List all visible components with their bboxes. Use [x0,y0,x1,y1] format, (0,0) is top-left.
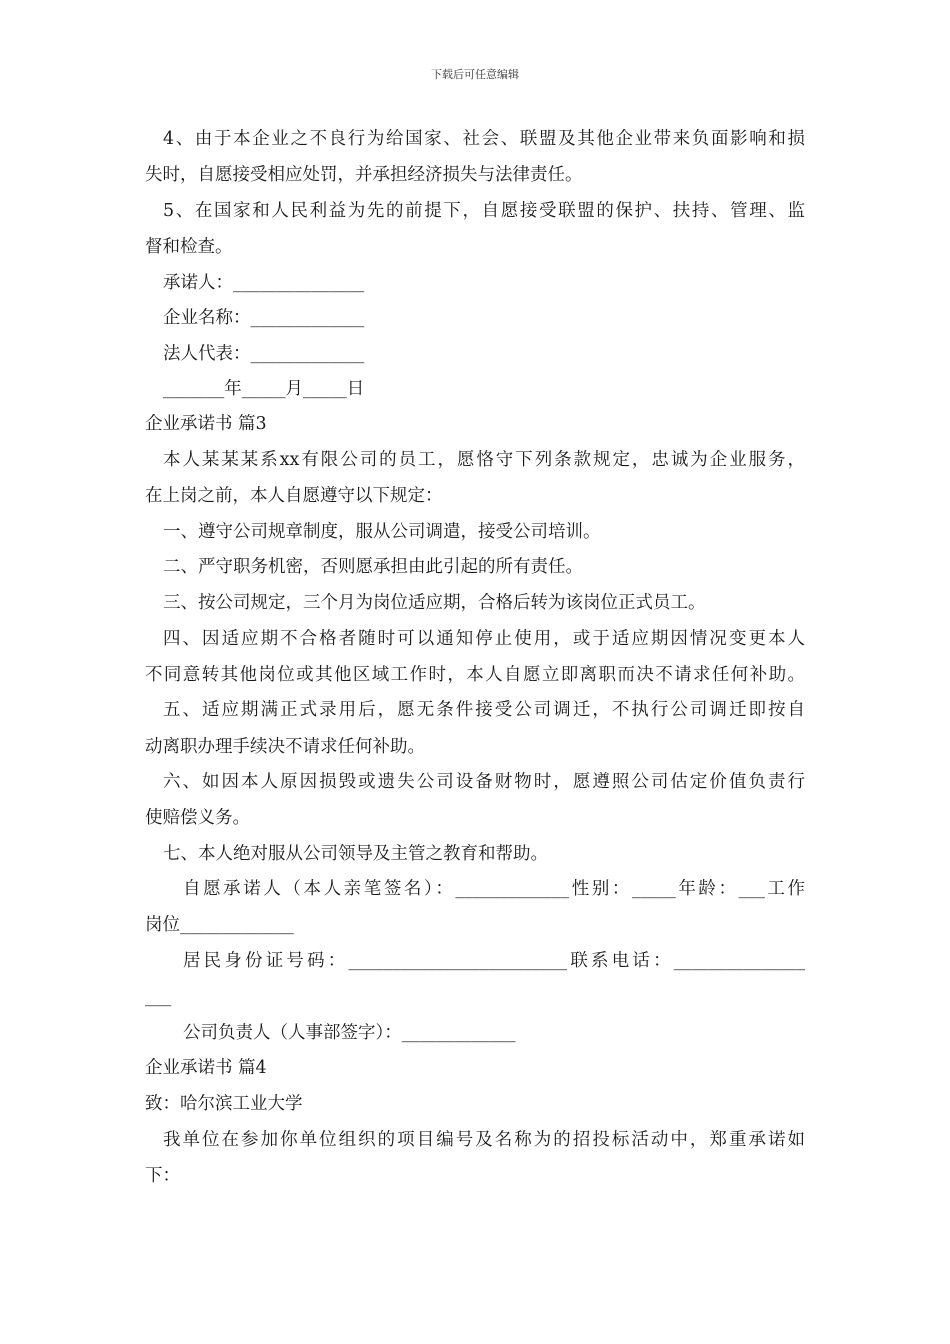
text-line: 居民身份证号码：_________________________联系电话：_______________ [183,951,805,971]
text-line: _______年_____月_____日 [163,379,365,399]
text-line: 三、按公司规定，三个月为岗位适应期，合格后转为该岗位正式员工。 [163,593,706,613]
section-heading: 企业承诺书 篇4 [145,1058,267,1078]
text-line: 使赔偿义务。 [145,808,250,828]
text-line: 4、由于本企业之不良行为给国家、社会、联盟及其他企业带来负面影响和损 [163,129,805,149]
text-line: 在上岗之前，本人自愿遵守以下规定： [145,486,443,506]
text-line: 二、严守职务机密，否则愿承担由此引起的所有责任。 [163,557,583,577]
text-line: 六、如因本人原因损毁或遗失公司设备财物时，愿遵照公司估定价值负责行 [163,772,805,792]
text-line: 法人代表：_____________ [163,344,365,364]
text-line: 承诺人：_______________ [163,273,365,293]
text-line: 5、在国家和人民利益为先的前提下，自愿接受联盟的保护、扶持、管理、监 [163,201,805,221]
text-line: 致：哈尔滨工业大学 [145,1094,303,1114]
text-line: 本人某某某系xx有限公司的员工，愿恪守下列条款规定，忠诚为企业服务， [163,450,805,470]
text-line: 七、本人绝对服从公司领导及主管之教育和帮助。 [163,844,548,864]
section-heading: 企业承诺书 篇3 [145,414,267,434]
text-line: 督和检查。 [145,237,233,257]
text-line: 五、适应期满正式录用后，愿无条件接受公司调迁，不执行公司调迁即按自 [163,700,805,720]
page-header: 下载后可任意编辑 [431,68,519,81]
text-line: 动离职办理手续决不请求任何补助。 [145,737,425,757]
text-line: 企业名称：_____________ [163,308,365,328]
text-line: 下： [145,1166,180,1186]
text-line: 四、因适应期不合格者随时可以通知停止使用，或于适应期因情况变更本人 [163,629,805,649]
text-line: 我单位在参加你单位组织的项目编号及名称为的招投标活动中，郑重承诺如 [163,1130,805,1150]
text-line: 失时，自愿接受相应处罚，并承担经济损失与法律责任。 [145,165,583,185]
text-line: ___ [145,987,172,1007]
text-line: 自愿承诺人（本人亲笔签名）：_____________性别：_____年龄：___工作 [183,879,805,899]
text-line: 公司负责人（人事部签字）：_____________ [183,1023,516,1043]
text-line: 不同意转其他岗位或其他区域工作时，本人自愿立即离职而决不请求任何补助。 [145,665,805,685]
text-line: 岗位_____________ [145,915,294,935]
text-line: 一、遵守公司规章制度，服从公司调遣，接受公司培训。 [163,522,601,542]
